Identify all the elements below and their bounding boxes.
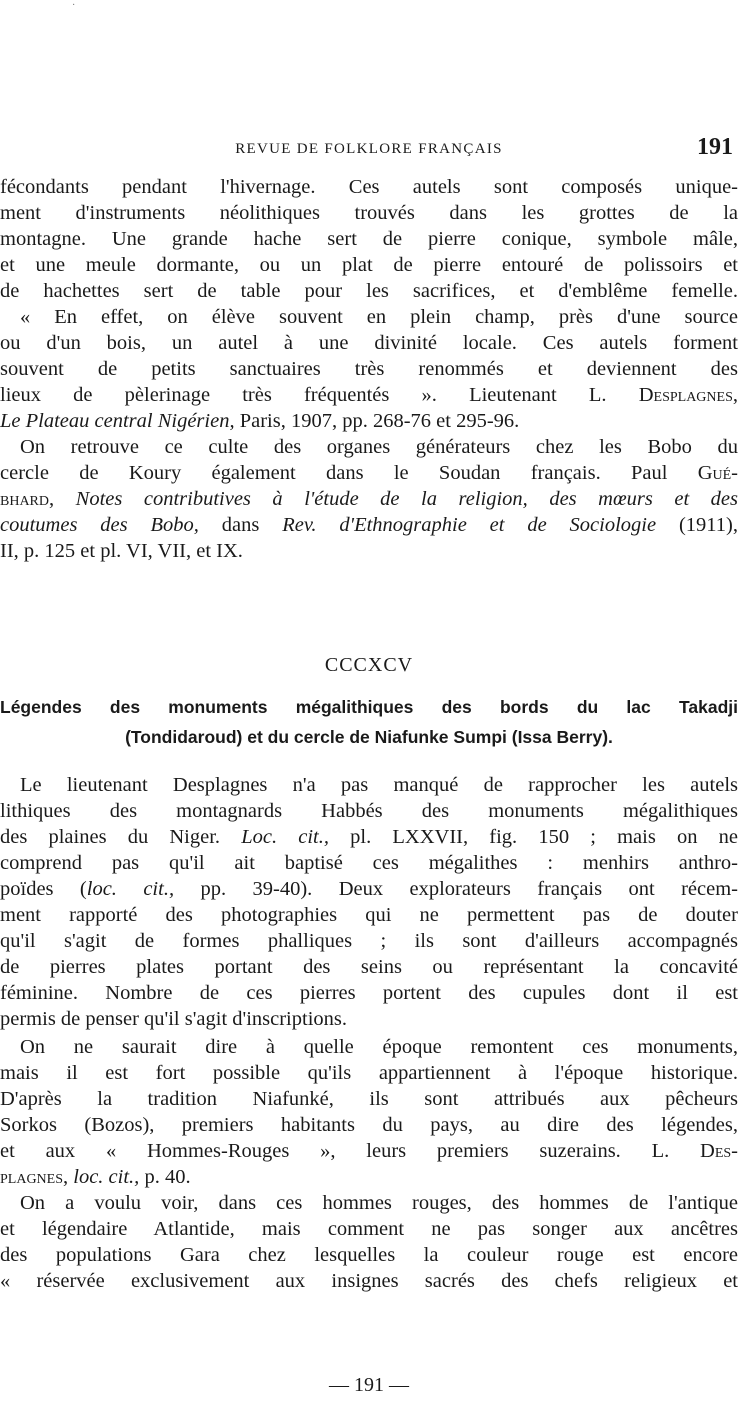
author-name: plagnes, [0, 1166, 69, 1188]
text-line: ment rapporté des photographies qui ne permettent pas de douter [0, 904, 738, 926]
text-line: mais il est fort possible qu'ils appartiennent à l'époque historique. [0, 1062, 738, 1084]
text-line [0, 824, 738, 850]
work-title: Notes contributives à l'étude de la religion, des mœurs et des [54, 488, 738, 510]
text-fragment: des plaines du Niger. [0, 826, 242, 848]
text-line: On ne saurait dire à quelle époque remontent ces monuments, [20, 1036, 738, 1058]
journal-name: Rev. d'Ethnographie et de Sociologie [282, 514, 657, 536]
text-line: souvent de petits sanctuaires très renommés et deviennent des [0, 358, 738, 380]
author-name: Des- [700, 1140, 738, 1162]
citation: loc. cit., [68, 1166, 140, 1188]
paragraph-desplagnes [0, 772, 738, 1032]
text-line [0, 876, 738, 902]
paragraph-atlantide [0, 1190, 738, 1294]
scan-artifact-mark: · [72, 0, 76, 11]
text-line [0, 408, 738, 434]
text-line: « réservée exclusivement aux insignes sacrés des chefs religieux et [0, 1270, 738, 1292]
text-line: montagne. Une grande hache sert de pierre conique, symbole mâle, [0, 228, 738, 250]
text-line: féminine. Nombre de ces pierres portent des cupules dont il est [0, 982, 738, 1004]
text-line: II, p. 125 et pl. VI, VII, et IX. [0, 540, 243, 562]
text-line [0, 486, 738, 512]
text-fragment: pl. LXXVII, fig. 150 ; mais on ne [329, 826, 738, 848]
text-line: Le lieutenant Desplagnes n'a pas manqué de rapprocher les autels [20, 774, 738, 796]
author-name: bhard, [0, 488, 55, 510]
text-line: qu'il s'agit de formes phalliques ; ils sont d'ailleurs accompagnés [0, 930, 738, 952]
text-line: On retrouve ce culte des organes générateurs chez les Bobo du [20, 436, 738, 458]
text-line: ment d'instruments néolithiques trouvés dans les grottes de la [0, 202, 738, 224]
header-page-number: 191 [697, 134, 733, 160]
work-title: Le Plateau central Nigérien, [0, 410, 235, 432]
paragraph-bobo [0, 434, 738, 564]
text-line: fécondants pendant l'hivernage. Ces autels sont composés unique- [0, 176, 738, 198]
section-title [0, 692, 738, 752]
text-line: et une meule dormante, ou un plat de pierre entouré de polissoirs et [0, 254, 738, 276]
paragraph-autels [0, 174, 738, 304]
text-line [0, 512, 738, 538]
journal-title: REVUE DE FOLKLORE FRANÇAIS [235, 141, 503, 157]
section-title-line: Légendes des monuments mégalithiques des bords du lac Takadji [0, 697, 738, 717]
section-title-line: (Tondidaroud) et du cercle de Niafunke Sumpi (Issa Berry). [125, 727, 613, 747]
text-line: comprend pas qu'il ait baptisé ces mégalithes : menhirs anthro- [0, 852, 738, 874]
text-line: « En effet, on élève souvent en plein champ, près d'une source [20, 306, 738, 328]
text-line: des populations Gara chez lesquelles la couleur rouge est encore [0, 1244, 738, 1266]
text-fragment: cercle de Koury également dans le Soudan français. Paul [0, 462, 698, 484]
text-fragment: poïdes ( [0, 878, 87, 900]
text-line: On a voulu voir, dans ces hommes rouges, des hommes de l'antique [20, 1192, 738, 1214]
text-line [0, 1138, 738, 1164]
text-line [0, 382, 738, 408]
text-line: Sorkos (Bozos), premiers habitants du pays, au dire des légendes, [0, 1114, 738, 1136]
paragraph-epoque [0, 1034, 738, 1190]
text-line: de pierres plates portant des seins ou représentant la concavité [0, 956, 738, 978]
text-fragment: et aux « Hommes-Rouges », leurs premiers suzerains. L. [0, 1140, 701, 1162]
text-fragment: dans [198, 514, 283, 536]
running-header [0, 134, 738, 160]
text-fragment: lieux de pèlerinage très fréquentés ». Lieutenant L. [0, 384, 639, 406]
author-name: Desplagnes, [638, 384, 738, 406]
text-fragment: Paris, 1907, pp. 268-76 et 295-96. [234, 410, 520, 432]
text-line: ou d'un bois, un autel à une divinité locale. Ces autels forment [0, 332, 738, 354]
text-line: de hachettes sert de table pour les sacrifices, et d'emblême femelle. [0, 280, 738, 302]
footer-page-number: — 191 — [329, 1374, 409, 1396]
text-line: et légendaire Atlantide, mais comment ne pas songer aux ancêtres [0, 1218, 738, 1240]
paragraph-quote [0, 304, 738, 434]
text-line [0, 460, 738, 486]
author-name: Gué- [697, 462, 738, 484]
work-title: coutumes des Bobo, [0, 514, 199, 536]
text-fragment: p. 40. [139, 1166, 191, 1188]
citation: loc. cit., [86, 878, 175, 900]
section-number: CCCXCV [324, 654, 414, 676]
citation: Loc. cit., [241, 826, 329, 848]
text-line: lithiques des montagnards Habbés des monuments mégalithiques [0, 800, 738, 822]
text-fragment: (1911), [656, 514, 738, 536]
text-line [0, 1164, 738, 1190]
text-fragment: pp. 39-40). Deux explorateurs français ont récem- [174, 878, 738, 900]
text-line: permis de penser qu'il s'agit d'inscriptions. [0, 1008, 347, 1030]
text-line: D'après la tradition Niafunké, ils sont attribués aux pêcheurs [0, 1088, 738, 1110]
